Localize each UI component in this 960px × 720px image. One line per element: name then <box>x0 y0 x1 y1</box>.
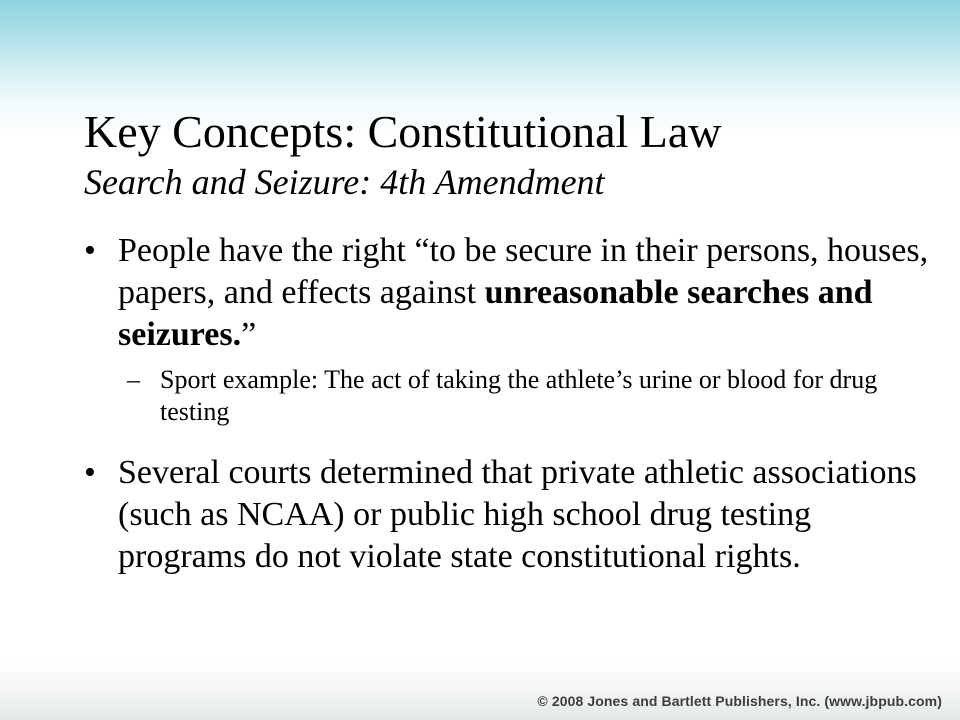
slide-subtitle: Search and Seizure: 4th Amendment <box>84 162 605 202</box>
content-list <box>84 230 934 586</box>
bullet-item <box>84 230 934 356</box>
bullet-bold-text: unreasonable searches and seizures. <box>118 274 873 353</box>
sub-bullet-marker: – <box>127 365 140 394</box>
bullet-item <box>84 452 934 578</box>
slide-title: Key Concepts: Constitutional Law <box>84 106 722 157</box>
sub-bullet-text: Sport example: The act of taking the athlete’s urine or blood for drug testing <box>160 365 878 426</box>
bullet-text: Several courts determined that private athletic associations (such as NCAA) or public high school drug testing programs do not violate state constitutional rights. <box>118 454 917 575</box>
bullet-marker: • <box>84 232 96 269</box>
bullet-text: People have the right “to be secure in their persons, houses, papers, and effects against <box>118 232 929 311</box>
bullet-text-end: ” <box>241 316 257 353</box>
sub-bullet-item <box>84 364 934 428</box>
bullet-marker: • <box>84 454 96 491</box>
copyright-footer: © 2008 Jones and Bartlett Publishers, Inc. (www.jbpub.com) <box>537 693 942 709</box>
title-block <box>84 104 924 204</box>
